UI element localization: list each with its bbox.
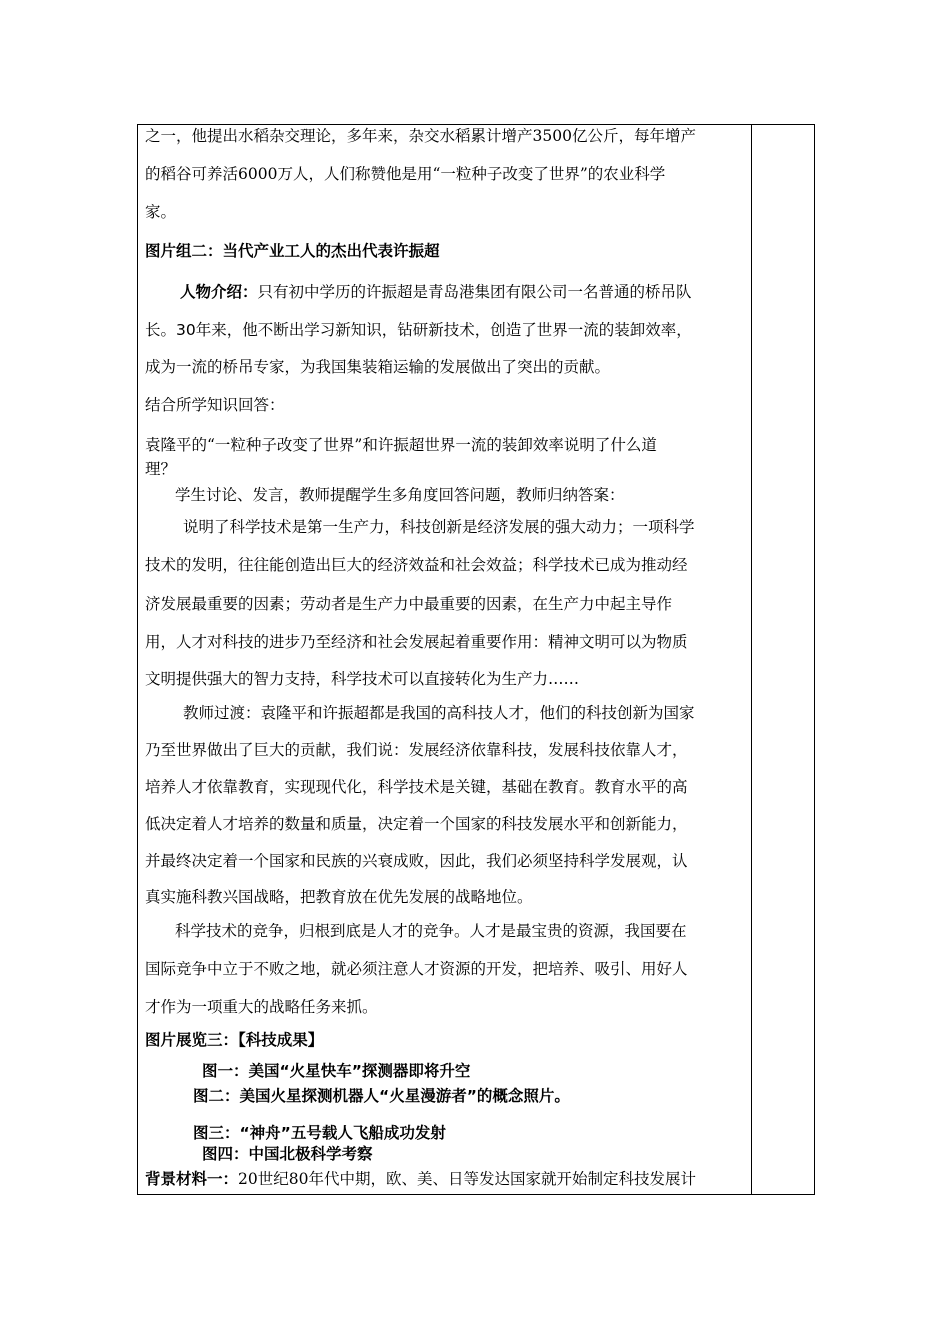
- transition-line: 教师过渡：袁隆平和许振超都是我国的高科技人才，他们的科技创新为国家: [183, 704, 695, 722]
- transition-line: 真实施科教兴国战略，把教育放在优先发展的战略地位。: [145, 888, 533, 906]
- competition-line: 国际竞争中立于不败之地，就必须注意人才资源的开发，把培养、吸引、用好人: [145, 960, 688, 978]
- text-line: 成为一流的桥吊专家，为我国集装箱运输的发展做出了突出的贡献。: [145, 358, 611, 376]
- group2-heading: 图片组二：当代产业工人的杰出代表许振超: [145, 242, 440, 260]
- text-line: 的稻谷可养活6000万人，人们称赞他是用“一粒种子改变了世界”的农业科学: [145, 165, 666, 183]
- figure-caption-2: 图二：美国火星探测机器人“火星漫游者”的概念照片。: [193, 1087, 570, 1105]
- answer-line: 技术的发明，往往能创造出巨大的经济效益和社会效益；科学技术已成为推动经: [145, 556, 688, 574]
- answer-line: 文明提供强大的智力支持，科学技术可以直接转化为生产力……: [145, 670, 580, 688]
- text-line: 之一，他提出水稻杂交理论，多年来，杂交水稻累计增产3500亿公斤，每年增产: [145, 127, 696, 145]
- transition-line: 低决定着人才培养的数量和质量，决定着一个国家的科技发展水平和创新能力，: [145, 815, 688, 833]
- question-line: 理？: [145, 460, 177, 478]
- intro-label: 人物介绍：: [180, 283, 258, 301]
- answer-line: 用，人才对科技的进步乃至经济和社会发展起着重要作用：精神文明可以为物质: [145, 633, 688, 651]
- transition-line: 乃至世界做出了巨大的贡献，我们说：发展经济依靠科技，发展科技依靠人才，: [145, 741, 688, 759]
- background-label: 背景材料一：: [145, 1170, 239, 1188]
- answer-prompt: 结合所学知识回答：: [145, 396, 285, 414]
- intro-line: [180, 282, 780, 302]
- intro-text: 只有初中学历的许振超是青岛港集团有限公司一名普通的桥吊队: [257, 283, 692, 301]
- transition-line: 培养人才依靠教育，实现现代化，科学技术是关键，基础在教育。教育水平的高: [145, 778, 688, 796]
- text-line: 长。30年来，他不断出学习新知识，钻研新技术，创造了世界一流的装卸效率，: [145, 321, 692, 339]
- answer-line: 说明了科学技术是第一生产力，科技创新是经济发展的强大动力；一项科学: [183, 518, 695, 536]
- exhibit3-heading: 图片展览三：【科技成果】: [145, 1031, 324, 1049]
- discussion-line: 学生讨论、发言，教师提醒学生多角度回答问题，教师归纳答案：: [175, 486, 625, 504]
- background-text: 20世纪80年代中期，欧、美、日等发达国家就开始制定科技发展计: [238, 1170, 696, 1188]
- figure-caption-1: 图一：美国“火星快车”探测器即将升空: [202, 1062, 471, 1080]
- competition-line: 才作为一项重大的战略任务来抓。: [145, 998, 378, 1016]
- figure-caption-3: 图三：“神舟”五号载人飞船成功发射: [193, 1124, 446, 1142]
- question-line: 袁隆平的“一粒种子改变了世界”和许振超世界一流的装卸效率说明了什么道: [145, 436, 657, 454]
- competition-line: 科学技术的竞争，归根到底是人才的竞争。人才是最宝贵的资源，我国要在: [175, 922, 687, 940]
- figure-caption-4: 图四：中国北极科学考察: [202, 1145, 373, 1163]
- background-material-line: [145, 1169, 745, 1189]
- text-line: 家。: [145, 203, 177, 221]
- transition-line: 并最终决定着一个国家和民族的兴衰成败，因此，我们必须坚持科学发展观，认: [145, 852, 688, 870]
- answer-line: 济发展最重要的因素；劳动者是生产力中最重要的因素，在生产力中起主导作: [145, 595, 673, 613]
